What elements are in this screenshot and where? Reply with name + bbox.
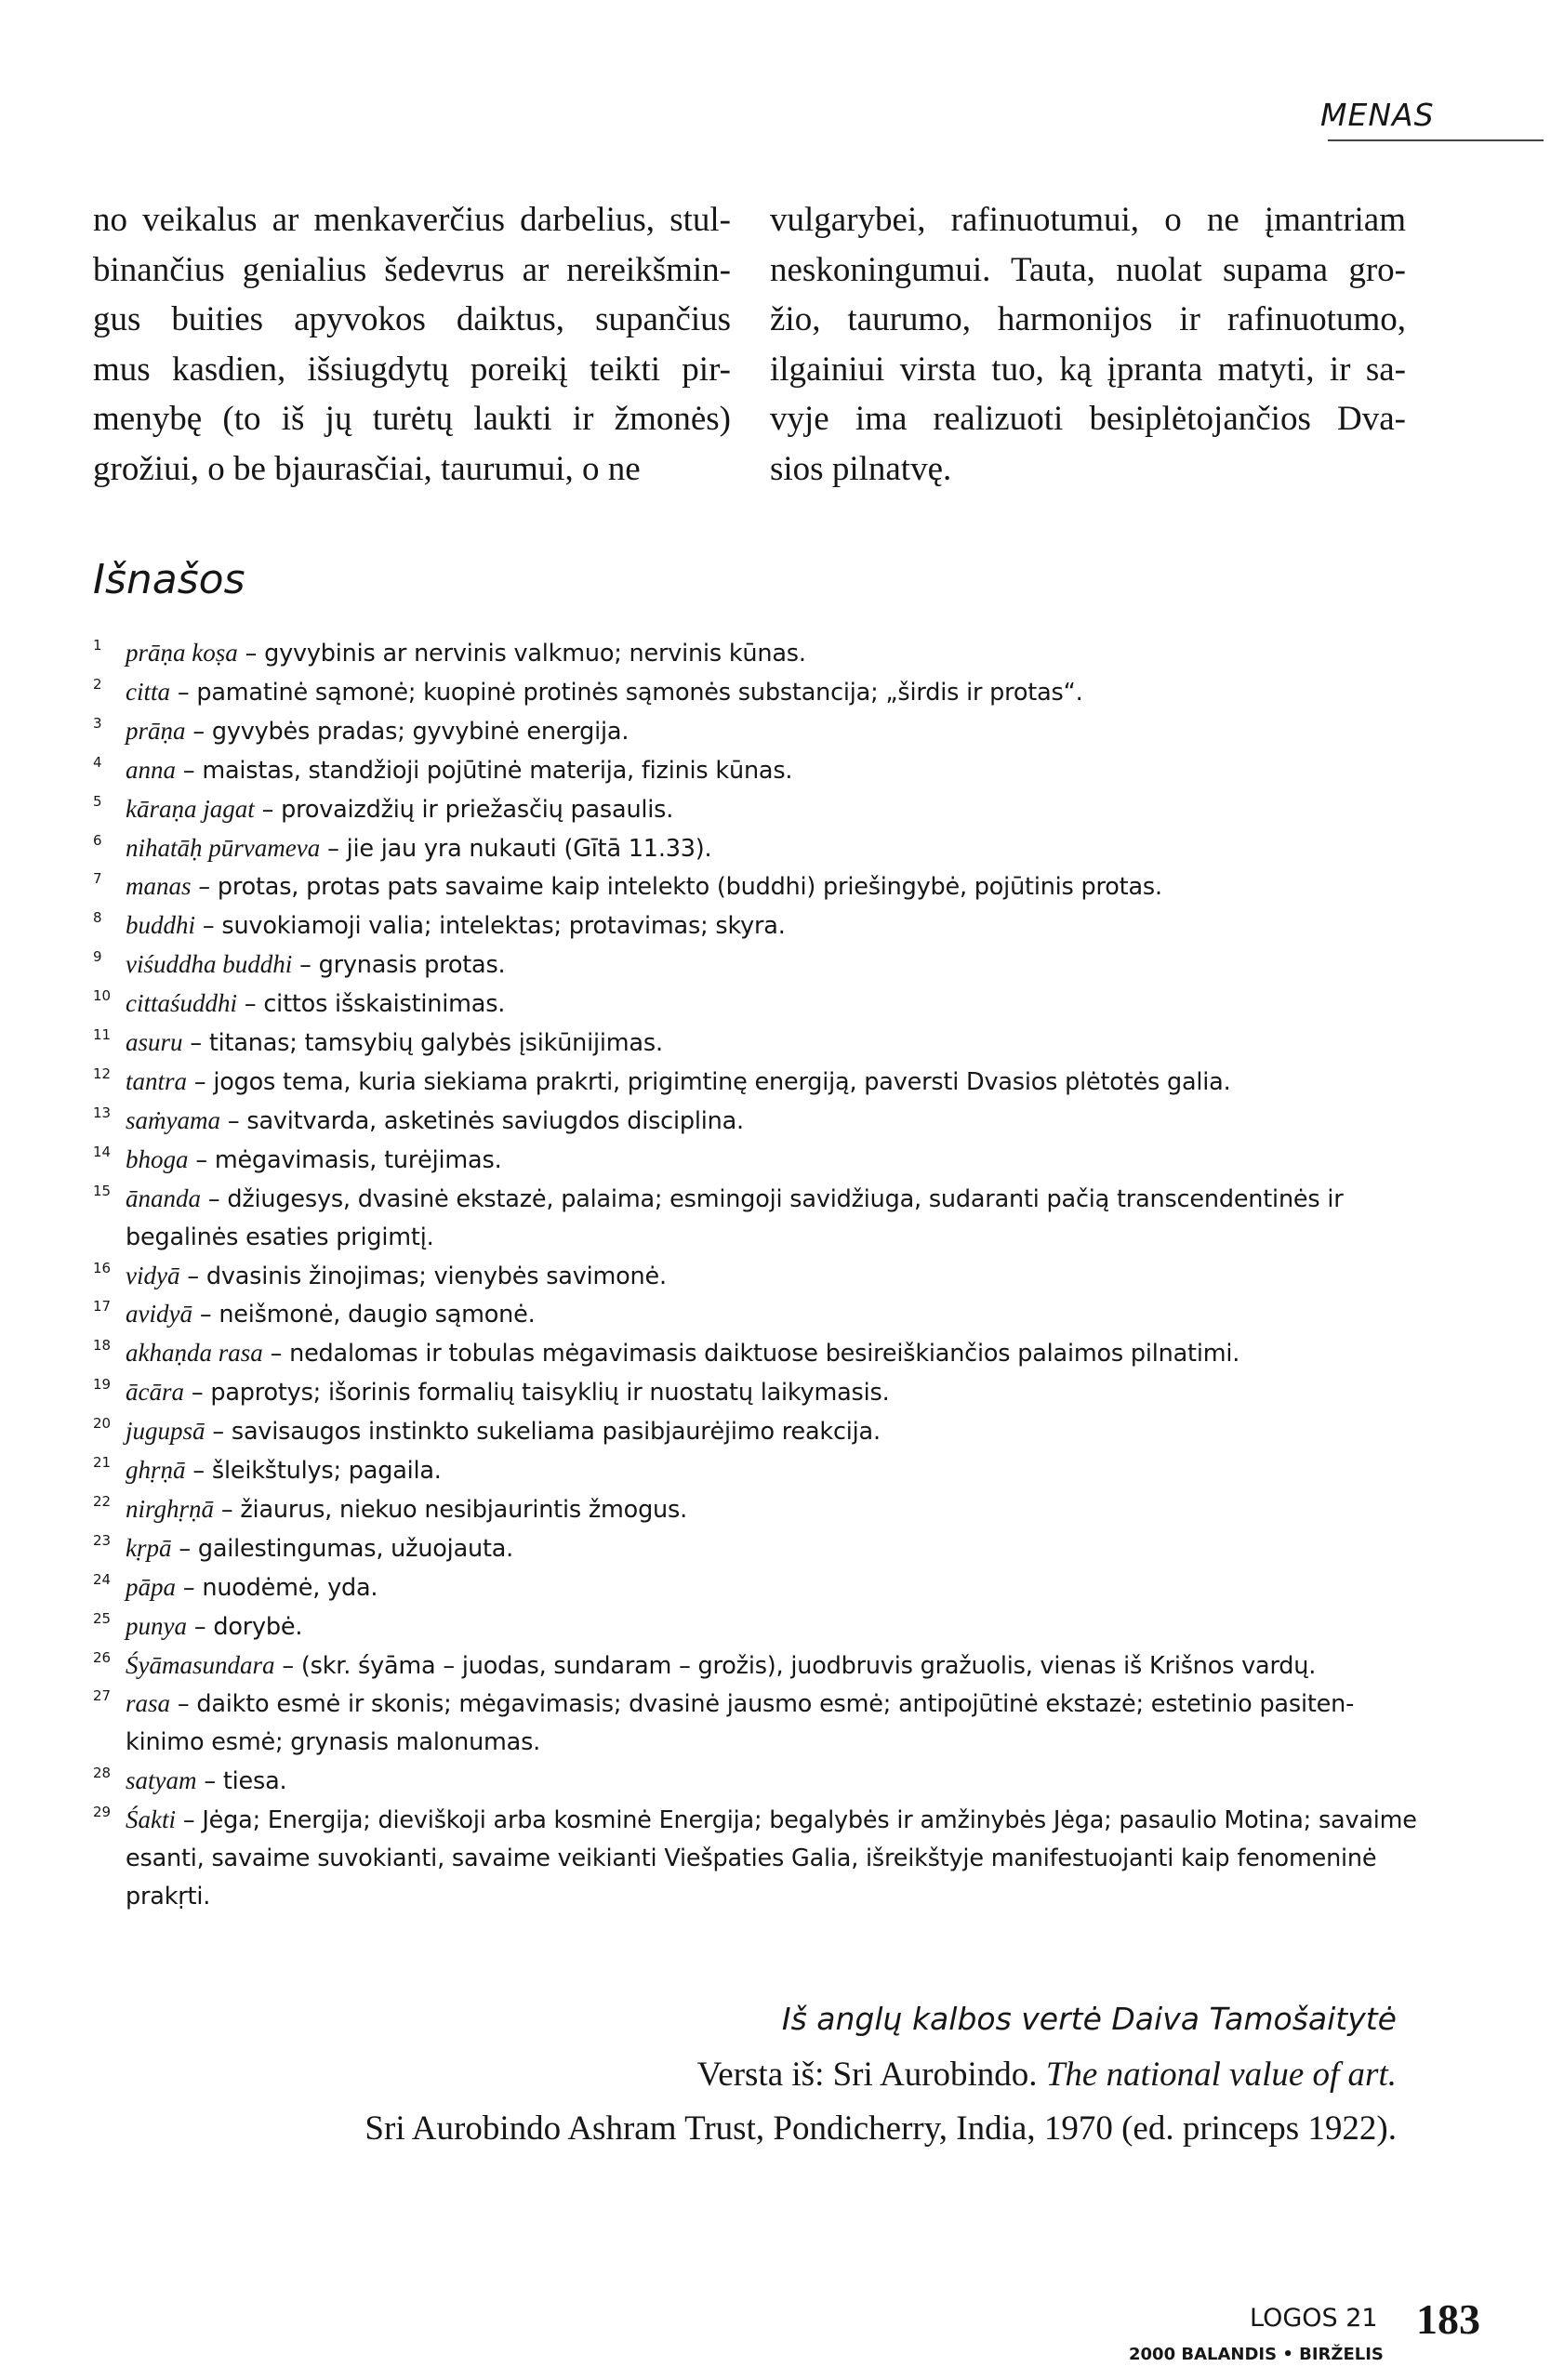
footnote-definition: – titanas; tamsybių galybės įsikūnijimas. bbox=[182, 1029, 663, 1058]
section-label: MENAS bbox=[1320, 97, 1435, 133]
footnote-number: 26 bbox=[93, 1648, 112, 1666]
footnote-definition: – mėgavimasis, turėjimas. bbox=[188, 1145, 502, 1174]
footnote-item bbox=[93, 945, 1432, 985]
footnote-item bbox=[93, 1607, 1432, 1646]
footnote-item bbox=[93, 829, 1432, 868]
footnote-number: 28 bbox=[93, 1765, 112, 1782]
footnote-item bbox=[93, 1063, 1432, 1102]
footnote-number: 29 bbox=[93, 1804, 112, 1821]
footnote-item bbox=[93, 1141, 1432, 1180]
footnote-term: prāṇa koṣa bbox=[126, 639, 238, 667]
footnote-definition: – pamatinė sąmonė; kuopinė protinės sąmonės substancija; „širdis ir protas“. bbox=[170, 678, 1083, 707]
page-number: 183 bbox=[1416, 2295, 1480, 2343]
footnote-item bbox=[93, 906, 1432, 945]
footnote-definition: – nuodėmė, yda. bbox=[176, 1573, 378, 1602]
footnote-term: rasa bbox=[126, 1689, 171, 1718]
body-line: grožiui, o be bjaurasčiai, taurumui, o ne bbox=[93, 449, 641, 488]
footnote-number: 15 bbox=[93, 1182, 112, 1199]
body-line: mus kasdien, išsiugdytų poreikį teikti pir- bbox=[93, 350, 731, 389]
footnote-definition: – (skr. śyāma – juodas, sundaram – grožis), juodbruvis gražuolis, vienas iš Krišnos vardų. bbox=[274, 1651, 1317, 1680]
source-prefix: Versta iš: Sri Aurobindo. bbox=[696, 2056, 1046, 2094]
footnote-term: asuru bbox=[126, 1028, 183, 1057]
footnote-item bbox=[93, 751, 1432, 790]
footnote-item bbox=[93, 634, 1432, 673]
body-line: neskoningumui. Tauta, nuolat supama gro- bbox=[770, 250, 1406, 289]
footnote-item bbox=[93, 1646, 1432, 1686]
footnote-item bbox=[93, 1295, 1432, 1334]
footnote-number: 21 bbox=[93, 1454, 112, 1472]
footnote-number: 4 bbox=[93, 753, 102, 771]
footnote-term: viśuddha buddhi bbox=[126, 950, 293, 979]
footnote-definition: – maistas, standžioji pojūtinė materija, fizinis kūnas. bbox=[176, 756, 793, 785]
footnote-number: 12 bbox=[93, 1064, 112, 1082]
footnote-number: 10 bbox=[93, 987, 112, 1005]
footnote-term: tantra bbox=[126, 1066, 188, 1095]
footnote-item bbox=[93, 1334, 1432, 1373]
footnote-number: 14 bbox=[93, 1143, 112, 1160]
body-column-left bbox=[93, 195, 731, 495]
footnote-term: avidyā bbox=[126, 1300, 192, 1329]
footnote-term: ācāra bbox=[126, 1378, 184, 1407]
footnote-term: ānanda bbox=[126, 1183, 201, 1212]
footnote-term: citta bbox=[126, 677, 170, 706]
footnote-definition: – dorybė. bbox=[186, 1612, 303, 1641]
footnote-term: nirghṛṇā bbox=[126, 1494, 215, 1523]
footnote-term: vidyā bbox=[126, 1261, 180, 1289]
footnote-number: 5 bbox=[93, 792, 102, 810]
body-line: ilgainiui virsta tuo, ką įpranta matyti, ir sa- bbox=[770, 350, 1406, 389]
body-line: menybę (to iš jų turėtų laukti ir žmonės) bbox=[93, 400, 731, 439]
footnote-term: kāraṇa jagat bbox=[126, 794, 255, 823]
footnote-item bbox=[93, 1373, 1432, 1412]
footnote-number: 16 bbox=[93, 1259, 112, 1276]
footnote-term: buddhi bbox=[126, 911, 196, 940]
footnote-definition: – tiesa. bbox=[196, 1767, 287, 1796]
source-credit bbox=[697, 2055, 1397, 2095]
body-line: vulgarybei, rafinuotumui, o ne įmantriam bbox=[770, 201, 1406, 239]
footnote-definition: – protas, protas pats savaime kaip intelekto (buddhi) priešingybė, pojūtinis protas. bbox=[191, 873, 1162, 902]
footnote-number: 17 bbox=[93, 1298, 112, 1316]
footnote-definition: – gyvybinis ar nervinis valkmuo; nervinis kūnas. bbox=[237, 640, 806, 668]
publisher-credit: Sri Aurobindo Ashram Trust, Pondicherry, India, 1970 (ed. princeps 1922). bbox=[364, 2109, 1397, 2148]
footnote-definition: – jogos tema, kuria siekiama prakrti, prigimtinę energiją, paversti Dvasios plėtotės galia. bbox=[187, 1067, 1231, 1096]
body-line: gus buities apyvokos daiktus, supančius bbox=[93, 300, 731, 339]
body-line: binančius genialius šedevrus ar nereikšmin- bbox=[93, 250, 731, 289]
header-rule bbox=[1328, 139, 1544, 141]
footnote-number: 6 bbox=[93, 831, 102, 849]
footnote-number: 8 bbox=[93, 909, 102, 927]
footnote-term: ghṛṇā bbox=[126, 1456, 186, 1485]
footnote-term: anna bbox=[126, 755, 176, 784]
footnote-definition: – džiugesys, dvasinė ekstazė, palaima; esmingoji savidžiuga, sudaranti pačią transcendentinės ir begalinės esaties prigimtį. bbox=[126, 1184, 1344, 1251]
footnote-term: prāṇa bbox=[126, 716, 186, 745]
footnote-item bbox=[93, 1801, 1432, 1916]
footnote-definition: – cittos išskaistinimas. bbox=[237, 990, 506, 1019]
footnote-term: cittaśuddhi bbox=[126, 989, 237, 1018]
footnote-item bbox=[93, 1685, 1432, 1762]
footnote-definition: – dvasinis žinojimas; vienybės savimonė. bbox=[179, 1262, 667, 1290]
journal-name: LOGOS 21 bbox=[1250, 2304, 1378, 2333]
footnote-number: 2 bbox=[93, 675, 102, 693]
footnote-item bbox=[93, 1568, 1432, 1607]
footnote-item bbox=[93, 1024, 1432, 1063]
footnote-item bbox=[93, 867, 1432, 906]
footnote-number: 1 bbox=[93, 637, 102, 654]
footnote-item bbox=[93, 1762, 1432, 1801]
footnote-number: 20 bbox=[93, 1415, 112, 1433]
footnote-term: nihatāḥ pūrvameva bbox=[126, 833, 321, 862]
footnotes-heading: Išnašos bbox=[93, 556, 245, 603]
footnote-definition: – gyvybės pradas; gyvybinė energija. bbox=[185, 717, 630, 746]
body-line: no veikalus ar menkaverčius darbelius, stul- bbox=[93, 201, 731, 239]
footnote-term: kṛpā bbox=[126, 1533, 172, 1562]
footnote-definition: – provaizdžių ir priežasčių pasaulis. bbox=[254, 795, 674, 824]
footnote-definition: – savisaugos instinkto sukeliama pasibjaurėjimo reakcija. bbox=[205, 1418, 881, 1447]
footnote-definition: – gailestingumas, užuojauta. bbox=[171, 1534, 514, 1563]
footnote-term: manas bbox=[126, 872, 192, 901]
footnote-item bbox=[93, 673, 1432, 712]
footnote-definition: – savitvarda, asketinės saviugdos disciplina. bbox=[220, 1106, 744, 1135]
footnote-definition: – grynasis protas. bbox=[292, 951, 506, 980]
footnote-item bbox=[93, 1180, 1432, 1257]
footnote-definition: – Jėga; Energija; dieviškoji arba kosminė Energija; begalybės ir amžinybės Jėga; pasaulio Motina; savaime esanti, savaime suvokianti, savaime veikianti Viešpaties Galia, išreikštyje manifestuojanti kaip fenomeninė prakṛti. bbox=[126, 1806, 1417, 1911]
footnote-term: bhoga bbox=[126, 1144, 189, 1173]
footnote-definition: – daikto esmė ir skonis; mėgavimasis; dvasinė jausmo esmė; antipojūtinė ekstazė; estetinio pasiten-kinimo esmė; grynasis malonumas. bbox=[126, 1690, 1355, 1757]
footnote-number: 18 bbox=[93, 1337, 112, 1355]
footnote-number: 11 bbox=[93, 1026, 112, 1044]
footnote-definition: – žiaurus, niekuo nesibjaurintis žmogus. bbox=[214, 1495, 688, 1524]
footnote-number: 24 bbox=[93, 1570, 112, 1588]
footnote-number: 3 bbox=[93, 714, 102, 732]
footnote-item bbox=[93, 712, 1432, 751]
journal-date: 2000 BALANDIS • BIRŽELIS bbox=[1129, 2345, 1384, 2364]
footnote-number: 19 bbox=[93, 1376, 112, 1394]
footnote-item bbox=[93, 985, 1432, 1024]
footnote-item bbox=[93, 1451, 1432, 1490]
footnote-number: 9 bbox=[93, 948, 102, 966]
footnote-number: 23 bbox=[93, 1531, 112, 1549]
footnote-item bbox=[93, 1257, 1432, 1296]
footnote-number: 7 bbox=[93, 870, 102, 888]
footnote-number: 27 bbox=[93, 1687, 112, 1705]
footnote-term: saṁyama bbox=[126, 1105, 220, 1134]
footnote-number: 22 bbox=[93, 1492, 112, 1510]
footnotes-list bbox=[93, 634, 1432, 1916]
footnote-item bbox=[93, 1490, 1432, 1529]
footnote-term: Śakti bbox=[126, 1805, 176, 1834]
footnote-item bbox=[93, 1102, 1432, 1141]
footnote-item bbox=[93, 1412, 1432, 1451]
footnote-definition: – šleikštulys; pagaila. bbox=[185, 1457, 442, 1486]
footnote-definition: – jie jau yra nukauti (Gītā 11.33). bbox=[320, 834, 712, 863]
source-title: The national value of art. bbox=[1045, 2056, 1397, 2094]
footnote-term: pāpa bbox=[126, 1572, 176, 1601]
footnote-definition: – neišmonė, daugio sąmonė. bbox=[192, 1301, 536, 1329]
footnote-term: punya bbox=[126, 1611, 187, 1640]
footnote-number: 25 bbox=[93, 1609, 112, 1627]
body-line: vyje ima realizuoti besiplėtojančios Dva- bbox=[770, 400, 1406, 439]
body-column-right bbox=[770, 195, 1406, 495]
body-line: žio, taurumo, harmonijos ir rafinuotumo, bbox=[770, 300, 1406, 339]
footnote-definition: – nedalomas ir tobulas mėgavimasis daiktuose besireiškiančios palaimos pilnatimi. bbox=[262, 1340, 1240, 1368]
body-line: sios pilnatvę. bbox=[770, 449, 952, 488]
footnote-term: Śyāmasundara bbox=[126, 1650, 275, 1679]
footnote-term: akhaṇda rasa bbox=[126, 1339, 263, 1368]
footnote-term: jugupsā bbox=[126, 1417, 205, 1446]
footnote-definition: – suvokiamoji valia; intelektas; protavimas; skyra. bbox=[195, 912, 786, 941]
footnote-term: satyam bbox=[126, 1766, 197, 1795]
translator-credit: Iš anglų kalbos vertė Daiva Tamošaitytė bbox=[781, 2001, 1397, 2037]
footnote-item bbox=[93, 1529, 1432, 1568]
footnote-definition: – paprotys; išorinis formalių taisyklių ir nuostatų laikymasis. bbox=[184, 1379, 890, 1408]
footnote-number: 13 bbox=[93, 1104, 112, 1121]
footnote-item bbox=[93, 790, 1432, 829]
